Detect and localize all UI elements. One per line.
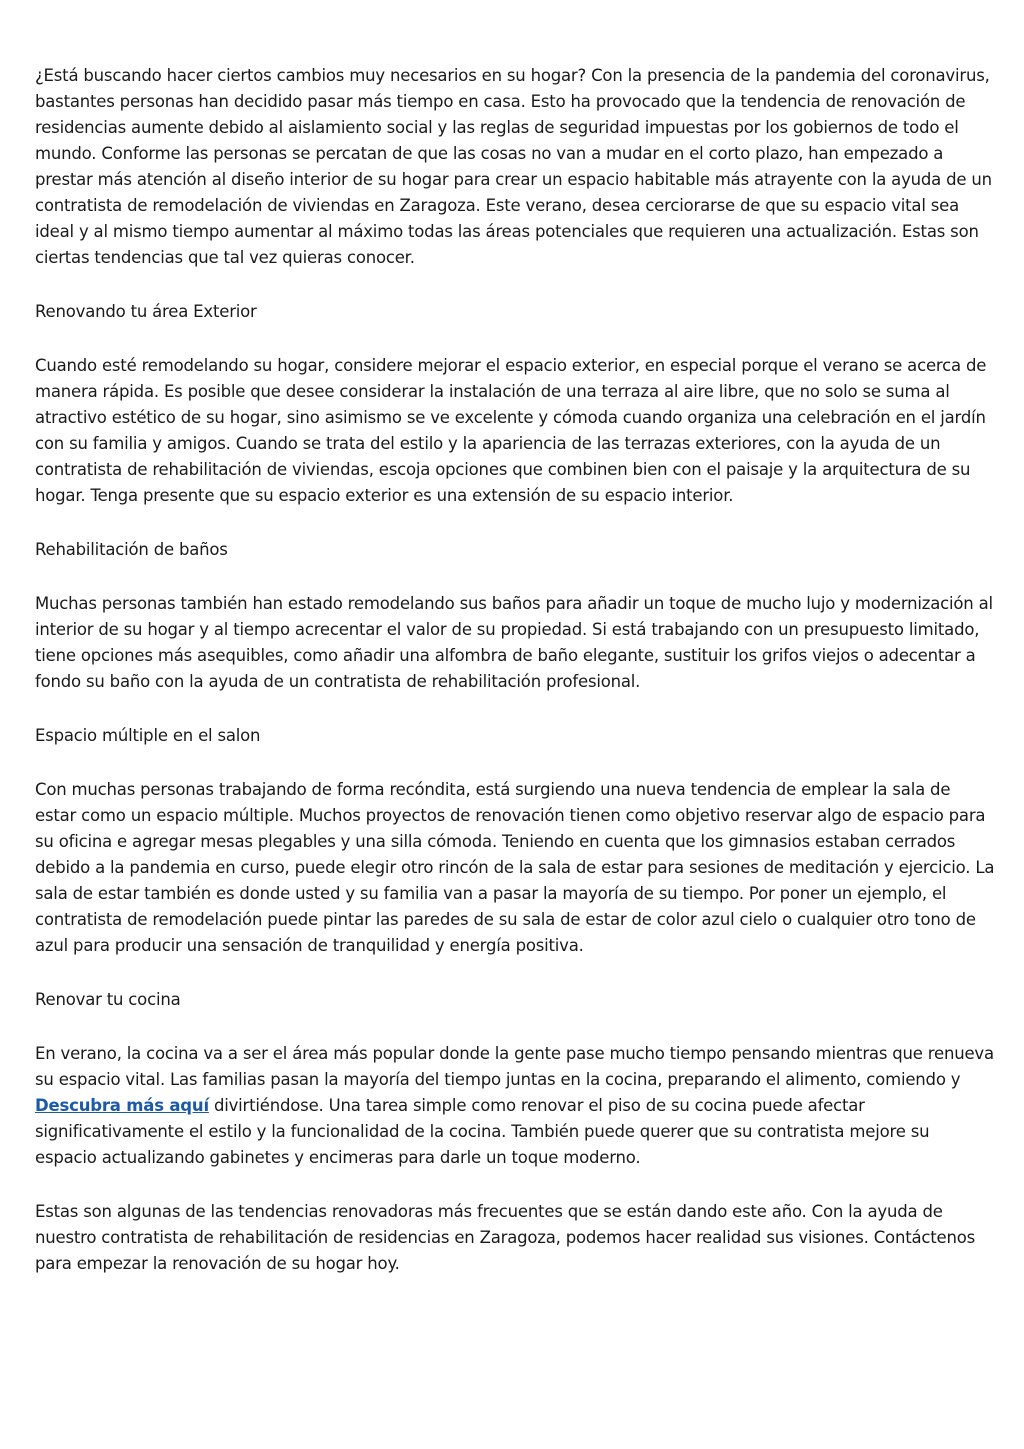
- intro-paragraph: ¿Está buscando hacer ciertos cambios muy necesarios en su hogar? Con la presencia de la pandemia del coronavirus, bastantes personas han decidido pasar más tiempo en casa. Esto ha provocado que la tendencia de renovación de residencias aumente debido al aislamiento social y las reglas de seguridad impuestas por los gobiernos de todo el mundo. Conforme las personas se percatan de que las cosas no van a mudar en el corto plazo, han empezado a prestar más atención al diseño interior de su hogar para crear un espacio habitable más atrayente con la ayuda de un contratista de remodelación de viviendas en Zaragoza. Este verano, desea cerciorarse de que su espacio vital sea ideal y al mismo tiempo aumentar al máximo todas las áreas potenciales que requieren una actualización. Estas son ciertas tendencias que tal vez quieras conocer.: [35, 66, 992, 267]
- cocina-text-after-link: divirtiéndose. Una tarea simple como renovar el piso de su cocina puede afectar significativamente el estilo y la funcionalidad de la cocina. También puede querer que su contratista mejore su espacio actualizando gabinetes y encimeras para darle un toque moderno.: [35, 1096, 930, 1167]
- section-body-cocina: [35, 1041, 995, 1171]
- cocina-text-before-link: En verano, la cocina va a ser el área más popular donde la gente pase mucho tiempo pensando mientras que renueva su espacio vital. Las familias pasan la mayoría del tiempo juntas en la cocina, preparando el alimento, comiendo y: [35, 1044, 994, 1089]
- section-body-salon: Con muchas personas trabajando de forma recóndita, está surgiendo una nueva tendencia de emplear la sala de estar como un espacio múltiple. Muchos proyectos de renovación tienen como objetivo reservar algo de espacio para su oficina e agregar mesas plegables y una silla cómoda. Teniendo en cuenta que los gimnasios estaban cerrados debido a la pandemia en curso, puede elegir otro rincón de la sala de estar para sesiones de meditación y ejercicio. La sala de estar también es donde usted y su familia van a pasar la mayoría de su tiempo. Por poner un ejemplo, el contratista de remodelación puede pintar las paredes de su sala de estar de color azul cielo o cualquier otro tono de azul para producir una sensación de tranquilidad y energía positiva.: [35, 780, 995, 955]
- closing-paragraph: Estas son algunas de las tendencias renovadoras más frecuentes que se están dando este año. Con la ayuda de nuestro contratista de rehabilitación de residencias en Zaragoza, podemos hacer realidad sus visiones. Contáctenos para empezar la renovación de su hogar hoy.: [35, 1202, 976, 1273]
- section-body-exterior: Cuando esté remodelando su hogar, considere mejorar el espacio exterior, en especial porque el verano se acerca de manera rápida. Es posible que desee considerar la instalación de una terraza al aire libre, que no solo se suma al atractivo estético de su hogar, sino asimismo se ve excelente y cómoda cuando organiza una celebración en el jardín con su familia y amigos. Cuando se trata del estilo y la apariencia de las terrazas exteriores, con la ayuda de un contratista de rehabilitación de viviendas, escoja opciones que combinen bien con el paisaje y la arquitectura de su hogar. Tenga presente que su espacio exterior es una extensión de su espacio interior.: [35, 356, 987, 505]
- section-heading-banos: Rehabilitación de baños: [35, 540, 228, 559]
- section-body-banos: Muchas personas también han estado remodelando sus baños para añadir un toque de mucho lujo y modernización al interior de su hogar y al tiempo acrecentar el valor de su propiedad. Si está trabajando con un presupuesto limitado, tiene opciones más asequibles, como añadir una alfombra de baño elegante, sustituir los grifos viejos o adecentar a fondo su baño con la ayuda de un contratista de rehabilitación profesional.: [35, 594, 993, 691]
- section-heading-salon: Espacio múltiple en el salon: [35, 726, 261, 745]
- document-page: [35, 63, 995, 1305]
- section-heading-cocina: Renovar tu cocina: [35, 990, 181, 1009]
- section-heading-exterior: Renovando tu área Exterior: [35, 302, 257, 321]
- descubra-mas-link[interactable]: Descubra más aquí: [35, 1096, 209, 1115]
